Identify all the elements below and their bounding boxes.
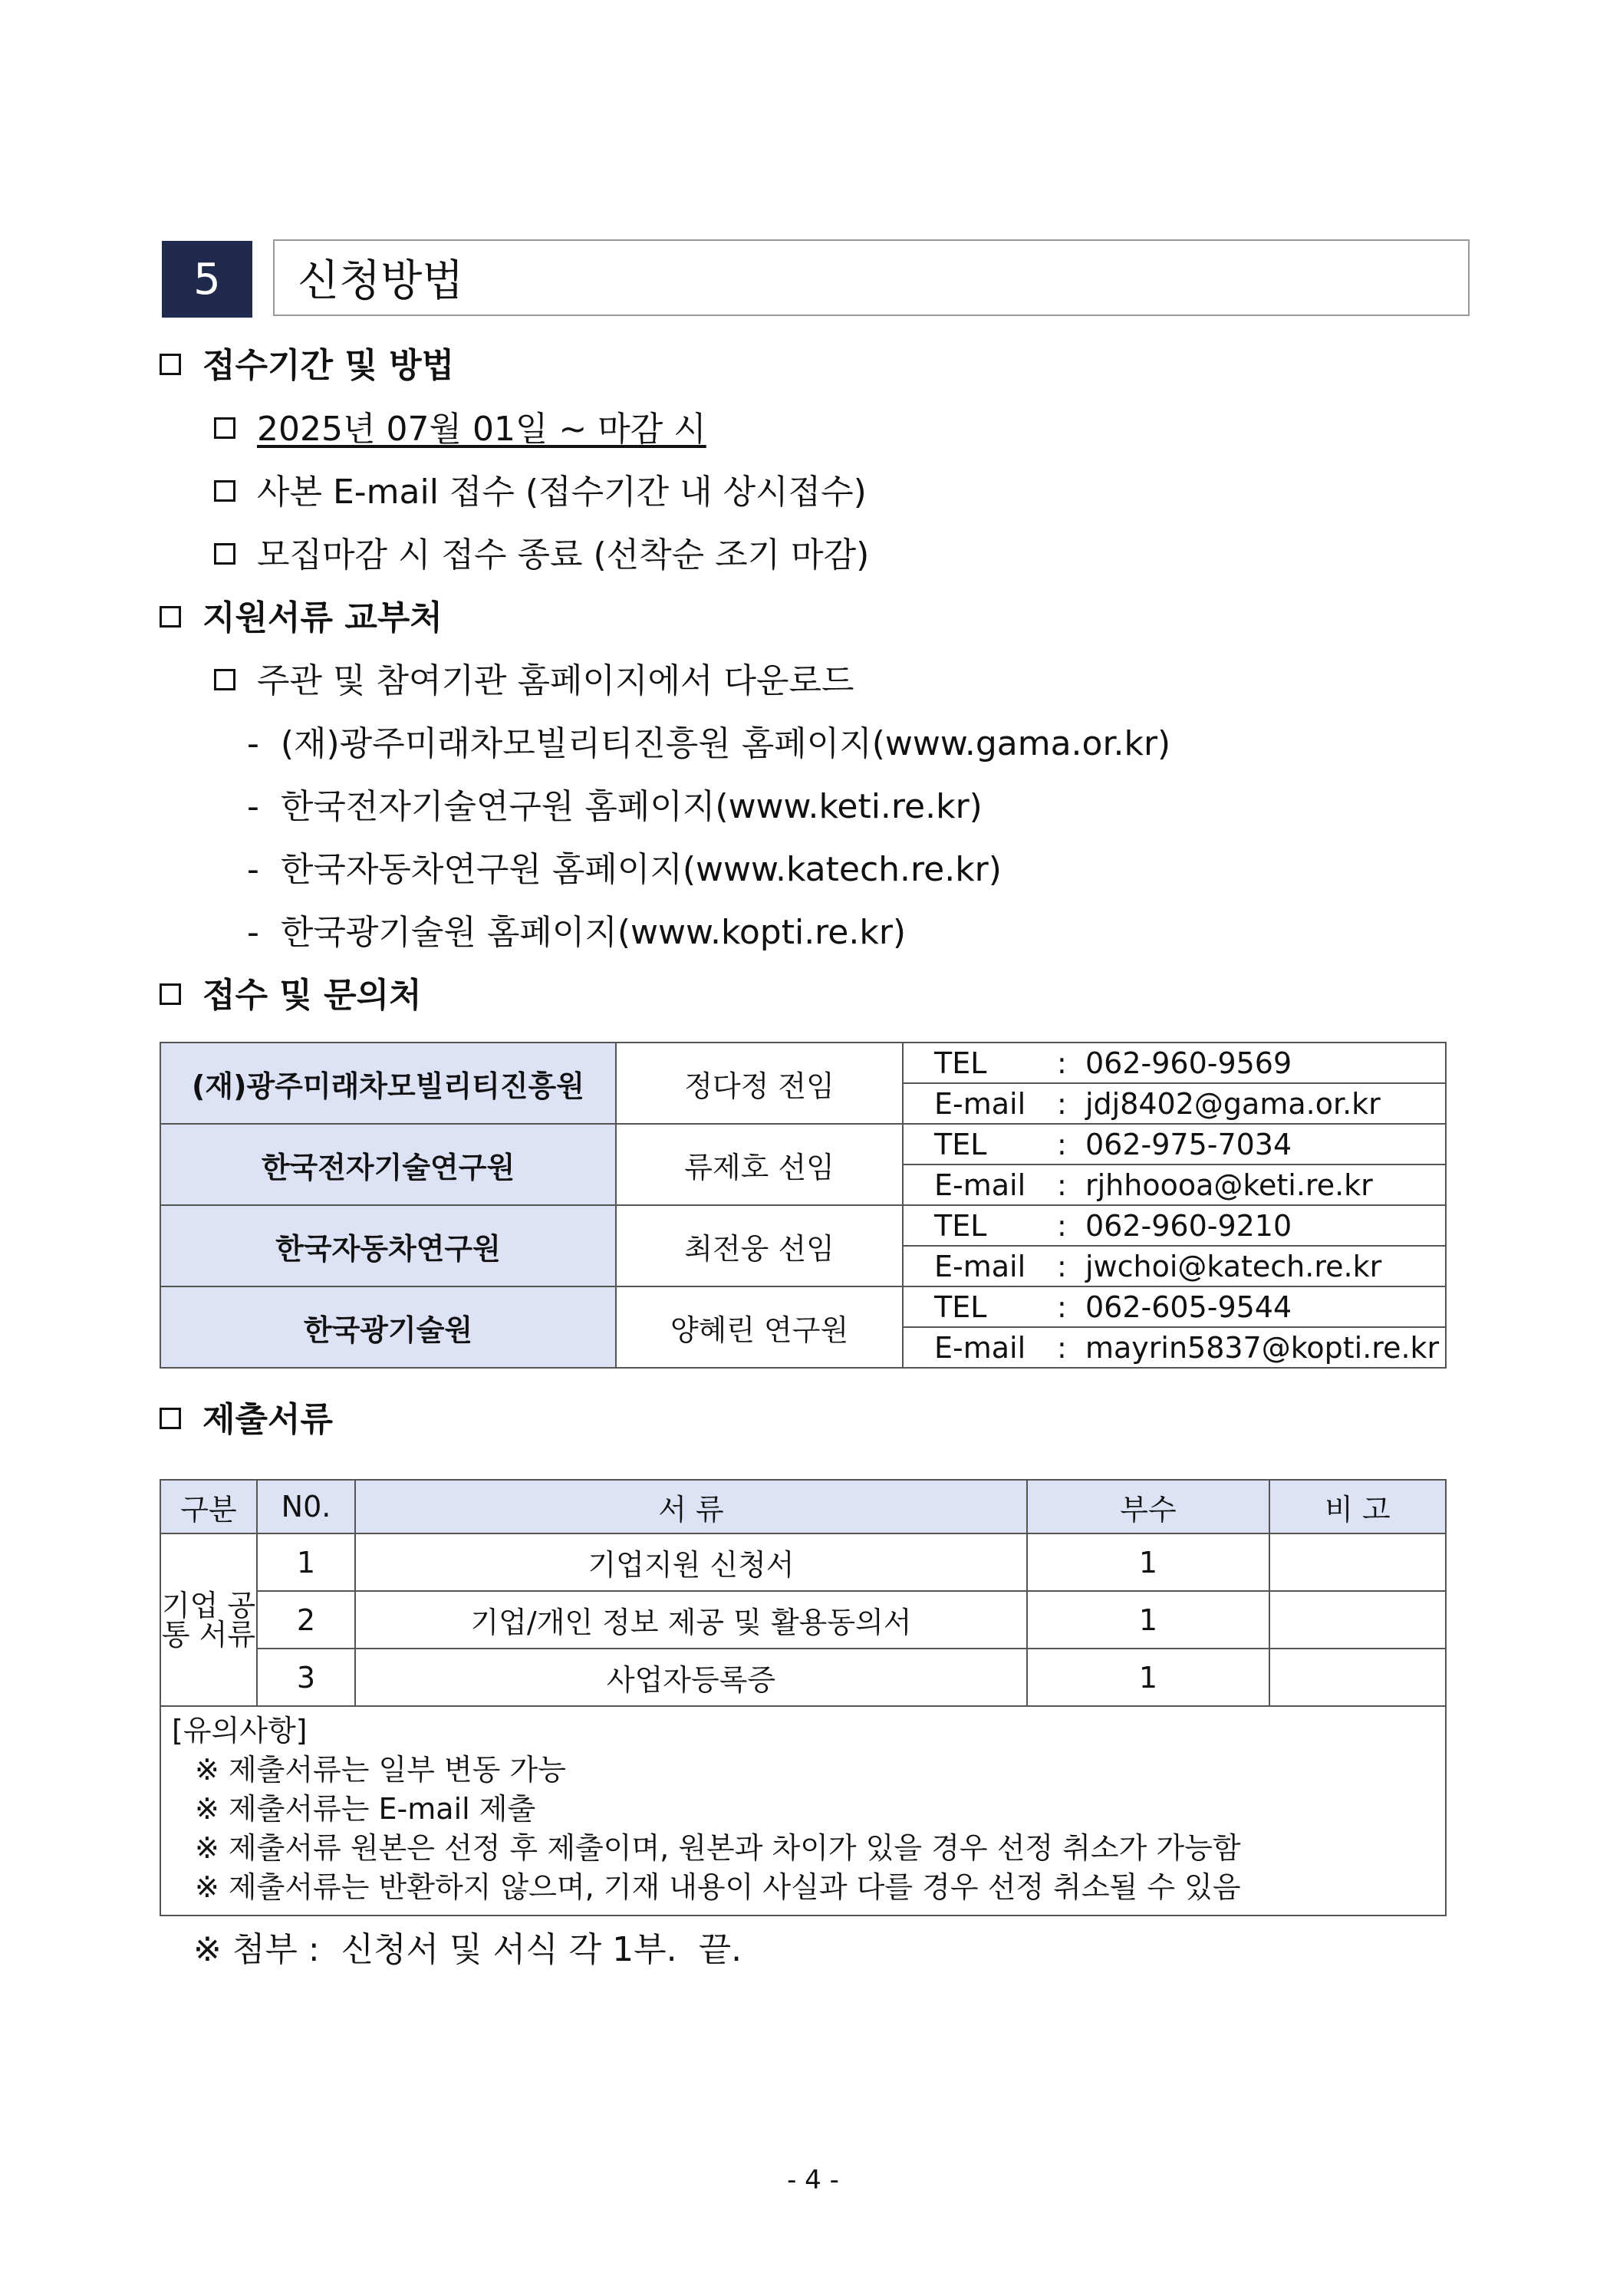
notes-title: [유의사항] — [172, 1714, 308, 1748]
forms-link[interactable]: 한국자동차연구원 홈페이지(www.katech.re.kr) — [280, 850, 1002, 889]
intake-heading: 접수기간 및 방법 — [202, 346, 455, 385]
checkbox-square-icon — [214, 669, 235, 690]
dash-bullet: - — [247, 850, 281, 889]
docs-no: 2 — [257, 1591, 355, 1649]
checkbox-square-icon — [214, 417, 235, 439]
col-header-category: 구분 — [160, 1480, 257, 1533]
docs-table — [160, 1479, 1447, 1916]
col-header-no: N0. — [257, 1480, 355, 1533]
contact-person: 최전웅 선임 — [616, 1205, 903, 1286]
note-item: ※ 제출서류는 반환하지 않으며, 기재 내용이 사실과 다를 경우 선정 취소될 수 있음 — [195, 1870, 1241, 1904]
docs-note — [1269, 1591, 1446, 1649]
forms-link-item — [247, 850, 1002, 889]
email-label: E-mail — [934, 1086, 1026, 1121]
col-header-remarks: 비 고 — [1269, 1480, 1446, 1533]
forms-link-item — [247, 724, 1171, 763]
col-header-document: 서 류 — [355, 1480, 1027, 1533]
docs-header-row — [160, 1480, 1446, 1533]
forms-sub: 주관 및 참여기관 홈페이지에서 다운로드 — [257, 661, 854, 700]
contact-org: 한국전자기술연구원 — [160, 1124, 616, 1205]
note-item: ※ 제출서류 원본은 선정 후 제출이며, 원본과 차이가 있을 경우 선정 취소가 가능함 — [195, 1831, 1241, 1865]
tel-label: TEL — [934, 1127, 987, 1161]
contact-tel-cell: TEL : 062-960-9210 — [903, 1205, 1446, 1246]
docs-name: 기업/개인 정보 제공 및 활용동의서 — [355, 1591, 1027, 1649]
contact-email-cell: E-mail : jdj8402@gama.or.kr — [903, 1083, 1446, 1124]
intake-closing-line — [214, 535, 870, 575]
contact-email[interactable]: rjhhoooa@keti.re.kr — [1085, 1168, 1373, 1202]
intake-period-line — [214, 410, 706, 449]
note-item: ※ 제출서류는 일부 변동 가능 — [195, 1753, 566, 1787]
forms-link-item — [247, 913, 907, 952]
checkbox-square-icon — [214, 480, 235, 502]
intake-period: 2025년 07월 01일 ~ 마감 시 — [257, 410, 706, 449]
contact-org: 한국광기술원 — [160, 1286, 616, 1368]
contact-table — [160, 1042, 1447, 1369]
intake-heading-line — [160, 346, 455, 385]
contact-email-cell: E-mail : jwchoi@katech.re.kr — [903, 1246, 1446, 1286]
dash-bullet: - — [247, 724, 281, 763]
page-number: - 4 - — [787, 2165, 839, 2196]
contact-row — [160, 1043, 1446, 1083]
contact-org: 한국자동차연구원 — [160, 1205, 616, 1286]
docs-no: 1 — [257, 1533, 355, 1591]
docs-heading-line — [160, 1400, 334, 1439]
docs-name: 사업자등록증 — [355, 1649, 1027, 1706]
checkbox-square-icon — [160, 354, 181, 375]
forms-link[interactable]: 한국전자기술연구원 홈페이지(www.keti.re.kr) — [280, 787, 983, 826]
email-label: E-mail — [934, 1249, 1026, 1283]
tel-label: TEL — [934, 1290, 987, 1324]
contact-tel: 062-605-9544 — [1085, 1290, 1292, 1324]
intake-method-line — [214, 473, 867, 512]
dash-bullet: - — [247, 787, 281, 826]
email-label: E-mail — [934, 1168, 1026, 1202]
docs-row — [160, 1533, 1446, 1591]
contact-row — [160, 1286, 1446, 1327]
docs-note — [1269, 1649, 1446, 1706]
contact-tel: 062-975-7034 — [1085, 1127, 1292, 1161]
tel-label: TEL — [934, 1208, 987, 1243]
contact-tel: 062-960-9569 — [1085, 1046, 1292, 1080]
contact-person: 양혜린 연구원 — [616, 1286, 903, 1368]
docs-notes-row — [160, 1706, 1446, 1916]
docs-category: 기업 공통 서류 — [160, 1533, 257, 1706]
contact-email-cell: E-mail : mayrin5837@kopti.re.kr — [903, 1327, 1446, 1368]
contact-email-cell: E-mail : rjhhoooa@keti.re.kr — [903, 1164, 1446, 1205]
section-title-box — [273, 239, 1470, 316]
tel-label: TEL — [934, 1046, 987, 1080]
contact-row — [160, 1205, 1446, 1246]
attachment-note: ※ 첨부 : 신청서 및 서식 각 1부. 끝. — [193, 1930, 742, 1969]
checkbox-square-icon — [160, 983, 181, 1005]
contact-row — [160, 1124, 1446, 1164]
docs-row — [160, 1591, 1446, 1649]
docs-note — [1269, 1533, 1446, 1591]
note-item: ※ 제출서류는 E-mail 제출 — [195, 1792, 536, 1826]
contact-email[interactable]: jwchoi@katech.re.kr — [1085, 1249, 1382, 1283]
section-title: 신청방법 — [298, 256, 464, 306]
contact-person: 정다정 전임 — [616, 1043, 903, 1124]
docs-heading: 제출서류 — [202, 1400, 334, 1439]
contact-heading: 접수 및 문의처 — [202, 976, 422, 1015]
checkbox-square-icon — [160, 1408, 181, 1429]
forms-sub-line — [214, 661, 854, 700]
email-label: E-mail — [934, 1330, 1026, 1365]
checkbox-square-icon — [214, 543, 235, 565]
checkbox-square-icon — [160, 606, 181, 628]
docs-name: 기업지원 신청서 — [355, 1533, 1027, 1591]
docs-count: 1 — [1027, 1533, 1269, 1591]
forms-link-item — [247, 787, 983, 826]
col-header-copies: 부수 — [1027, 1480, 1269, 1533]
intake-closing: 모집마감 시 접수 종료 (선착순 조기 마감) — [257, 535, 870, 575]
docs-count: 1 — [1027, 1649, 1269, 1706]
dash-bullet: - — [247, 913, 281, 952]
forms-heading: 지원서류 교부처 — [202, 598, 443, 637]
contact-org: (재)광주미래차모빌리티진흥원 — [160, 1043, 616, 1124]
intake-method: 사본 E-mail 접수 (접수기간 내 상시접수) — [257, 473, 867, 512]
docs-row — [160, 1649, 1446, 1706]
contact-tel-cell: TEL : 062-960-9569 — [903, 1043, 1446, 1083]
contact-tel-cell: TEL : 062-605-9544 — [903, 1286, 1446, 1327]
contact-email[interactable]: mayrin5837@kopti.re.kr — [1085, 1330, 1440, 1365]
section-number: 5 — [162, 241, 252, 318]
contact-person: 류제호 선임 — [616, 1124, 903, 1205]
contact-heading-line — [160, 976, 422, 1015]
contact-tel: 062-960-9210 — [1085, 1208, 1292, 1243]
contact-email[interactable]: jdj8402@gama.or.kr — [1085, 1086, 1381, 1121]
forms-link[interactable]: 한국광기술원 홈페이지(www.kopti.re.kr) — [280, 913, 907, 952]
docs-notes-cell — [160, 1706, 1446, 1916]
docs-count: 1 — [1027, 1591, 1269, 1649]
forms-link[interactable]: (재)광주미래차모빌리티진흥원 홈페이지(www.gama.or.kr) — [280, 724, 1171, 763]
forms-heading-line — [160, 598, 443, 637]
docs-no: 3 — [257, 1649, 355, 1706]
contact-tel-cell: TEL : 062-975-7034 — [903, 1124, 1446, 1164]
